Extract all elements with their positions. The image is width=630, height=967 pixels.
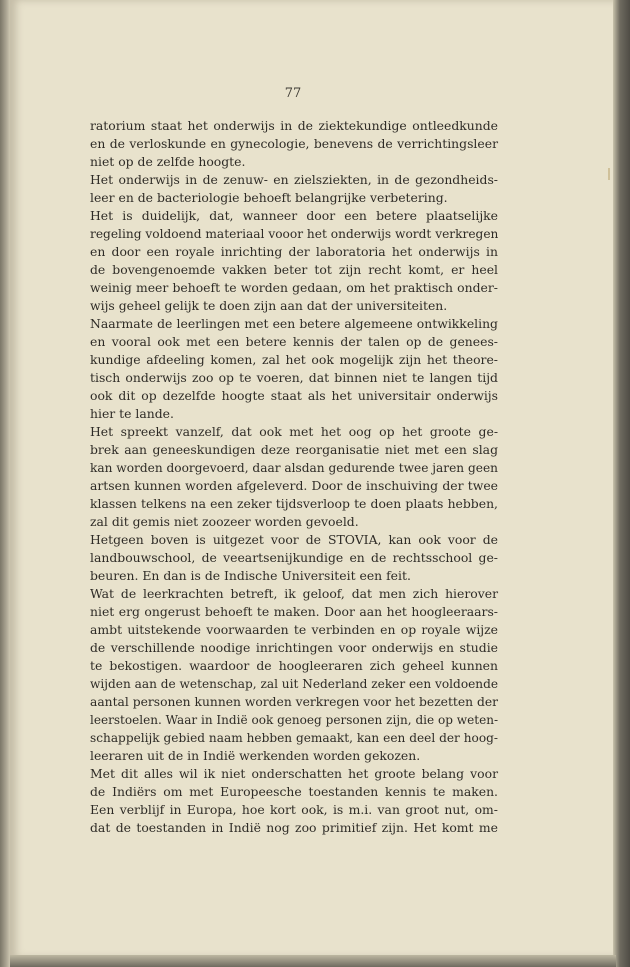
book-page <box>10 0 616 958</box>
binding-edge <box>0 0 10 967</box>
text-line: wijden aan de wetenschap, zal uit Nederland zeker een voldoende <box>90 677 499 691</box>
text-line: en de verloskunde en gynecologie, benevens de verrichtingsleer <box>90 136 498 151</box>
text-line: landbouwschool, de veeartsenijkundige en de rechtsschool ge- <box>90 550 498 565</box>
text-line: beuren. En dan is de Indische Universiteit een feit. <box>90 568 411 583</box>
text-line: de Indiërs om met Europeesche toestanden kennis te maken. <box>90 784 498 799</box>
text-line: ambt uitstekende voorwaarden te verbinden en op royale wijze <box>90 622 498 637</box>
text-line: leer en de bacteriologie behoeft belangrijke verbetering. <box>90 190 448 205</box>
text-line: weinig meer behoeft te worden gedaan, om het praktisch onder- <box>90 280 498 295</box>
text-line: kan worden doorgevoerd, daar alsdan gedurende twee jaren geen <box>90 461 498 475</box>
text-line: artsen kunnen worden afgeleverd. Door de inschuiving der twee <box>90 478 498 493</box>
text-line: ratorium staat het onderwijs in de ziektekundige ontleedkunde <box>90 118 498 133</box>
text-line: de bovengenoemde vakken beter tot zijn recht komt, er heel <box>90 262 498 277</box>
page-bottom-edge <box>10 955 616 967</box>
text-line: schappelijk gebied naam hebben gemaakt, kan een deel der hoog- <box>90 731 498 745</box>
body-text <box>90 117 498 837</box>
page-edge <box>613 0 630 967</box>
text-line: kundige afdeeling komen, zal het ook mogelijk zijn het theore- <box>90 352 498 367</box>
text-line: wijs geheel gelijk te doen zijn aan dat der universiteiten. <box>90 298 448 313</box>
text-line: de verschillende noodige inrichtingen voor onderwijs en studie <box>90 640 498 655</box>
text-line: Wat de leerkrachten betreft, ik geloof, dat men zich hierover <box>90 586 498 601</box>
text-line: leeraren uit de in Indië werkenden worden gekozen. <box>90 748 421 763</box>
text-line: Een verblijf in Europa, hoe kort ook, is m.i. van groot nut, om- <box>90 802 498 817</box>
text-line: en door een royale inrichting der laboratoria het onderwijs in <box>90 244 498 259</box>
text-line: zal dit gemis niet zoozeer worden gevoeld. <box>90 514 359 529</box>
page-number: 77 <box>284 86 302 101</box>
margin-mark <box>608 168 610 180</box>
text-line: regeling voldoend materiaal vooor het onderwijs wordt verkregen <box>90 227 499 241</box>
text-line: dat de toestanden in Indië nog zoo primitief zijn. Het komt me <box>90 820 498 835</box>
text-line: en vooral ook met een betere kennis der talen op de genees- <box>90 334 498 349</box>
text-line: Hetgeen boven is uitgezet voor de STOVIA, kan ook voor de <box>90 532 498 547</box>
text-line: niet erg ongerust behoeft te maken. Door aan het hoogleeraars- <box>90 604 498 619</box>
text-line: klassen telkens na een zeker tijdsverloop te doen plaats hebben, <box>90 496 498 511</box>
text-line: tisch onderwijs zoo op te voeren, dat binnen niet te langen tijd <box>90 370 498 385</box>
text-line: Het is duidelijk, dat, wanneer door een betere plaatselijke <box>90 208 498 223</box>
text-line: Met dit alles wil ik niet onderschatten het groote belang voor <box>90 766 498 781</box>
text-line: aantal personen kunnen worden verkregen voor het bezetten der <box>90 695 498 709</box>
text-line: leerstoelen. Waar in Indië ook genoeg personen zijn, die op weten- <box>90 713 499 727</box>
text-line: ook dit op dezelfde hoogte staat als het universitair onderwijs <box>90 388 498 403</box>
text-line: brek aan geneeskundigen deze reorganisatie niet met een slag <box>90 442 498 457</box>
text-line: Het onderwijs in de zenuw- en zielsziekten, in de gezondheids- <box>90 172 498 187</box>
text-line: Het spreekt vanzelf, dat ook met het oog op het groote ge- <box>90 424 498 439</box>
text-line: niet op de zelfde hoogte. <box>90 154 246 169</box>
text-line: Naarmate de leerlingen met een betere algemeene ontwikkeling <box>90 316 498 331</box>
text-line: hier te lande. <box>90 406 174 421</box>
text-line: te bekostigen. waardoor de hoogleeraren zich geheel kunnen <box>90 658 498 673</box>
